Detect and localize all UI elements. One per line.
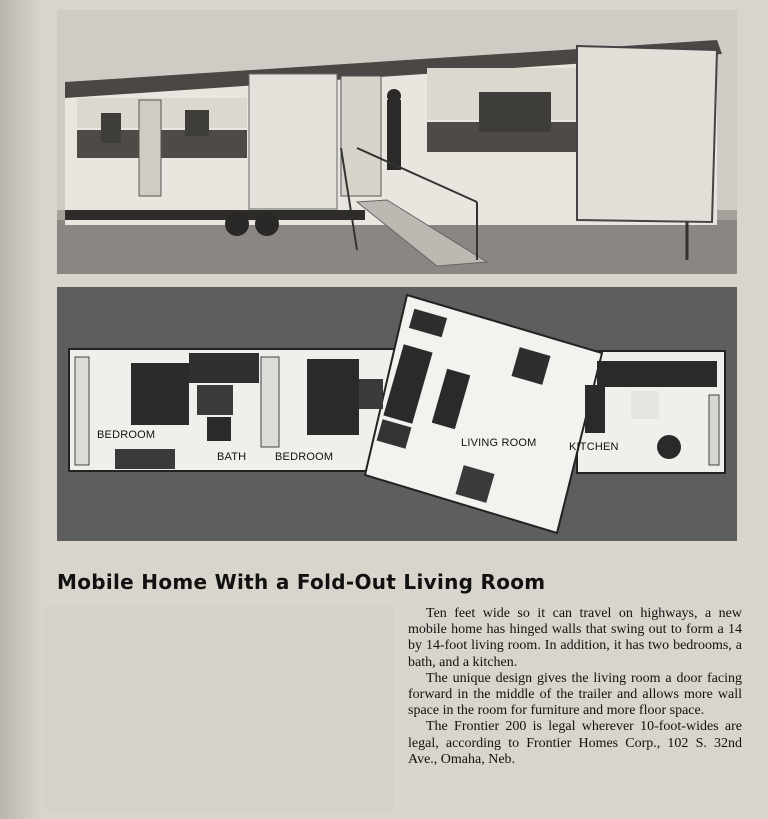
page-spine-shadow	[0, 0, 40, 819]
plan-label-living-room: LIVING ROOM	[461, 437, 537, 449]
trailer-exterior-illustration	[57, 10, 737, 274]
trailer-exterior-photo	[57, 10, 737, 274]
plan-label-kitchen: KITCHEN	[569, 441, 619, 453]
article-paragraph: The Frontier 200 is legal wherever 10-foot-wides are legal, according to Frontier Homes Corp., 102 S. 32nd Ave., Omaha, Neb.	[408, 719, 742, 767]
blank-column	[44, 606, 394, 811]
article-body	[408, 606, 742, 768]
article-headline: Mobile Home With a Fold-Out Living Room	[57, 570, 546, 594]
article-paragraph: Ten feet wide so it can travel on highways, a new mobile home has hinged walls that swing out to form a 14 by 14-foot living room. In addition, it has two bedrooms, a bath, and a kitchen.	[408, 606, 742, 670]
floor-plan-illustration	[57, 287, 737, 541]
floor-plan-model-photo	[57, 287, 737, 541]
article-paragraph: The unique design gives the living room a door facing forward in the middle of the trailer and allows more wall space in the room for furniture and more floor space.	[408, 670, 742, 719]
plan-label-bedroom: BEDROOM	[97, 429, 156, 441]
plan-label-bath: BATH	[217, 451, 247, 463]
plan-label-bedroom-2: BEDROOM	[275, 451, 334, 463]
